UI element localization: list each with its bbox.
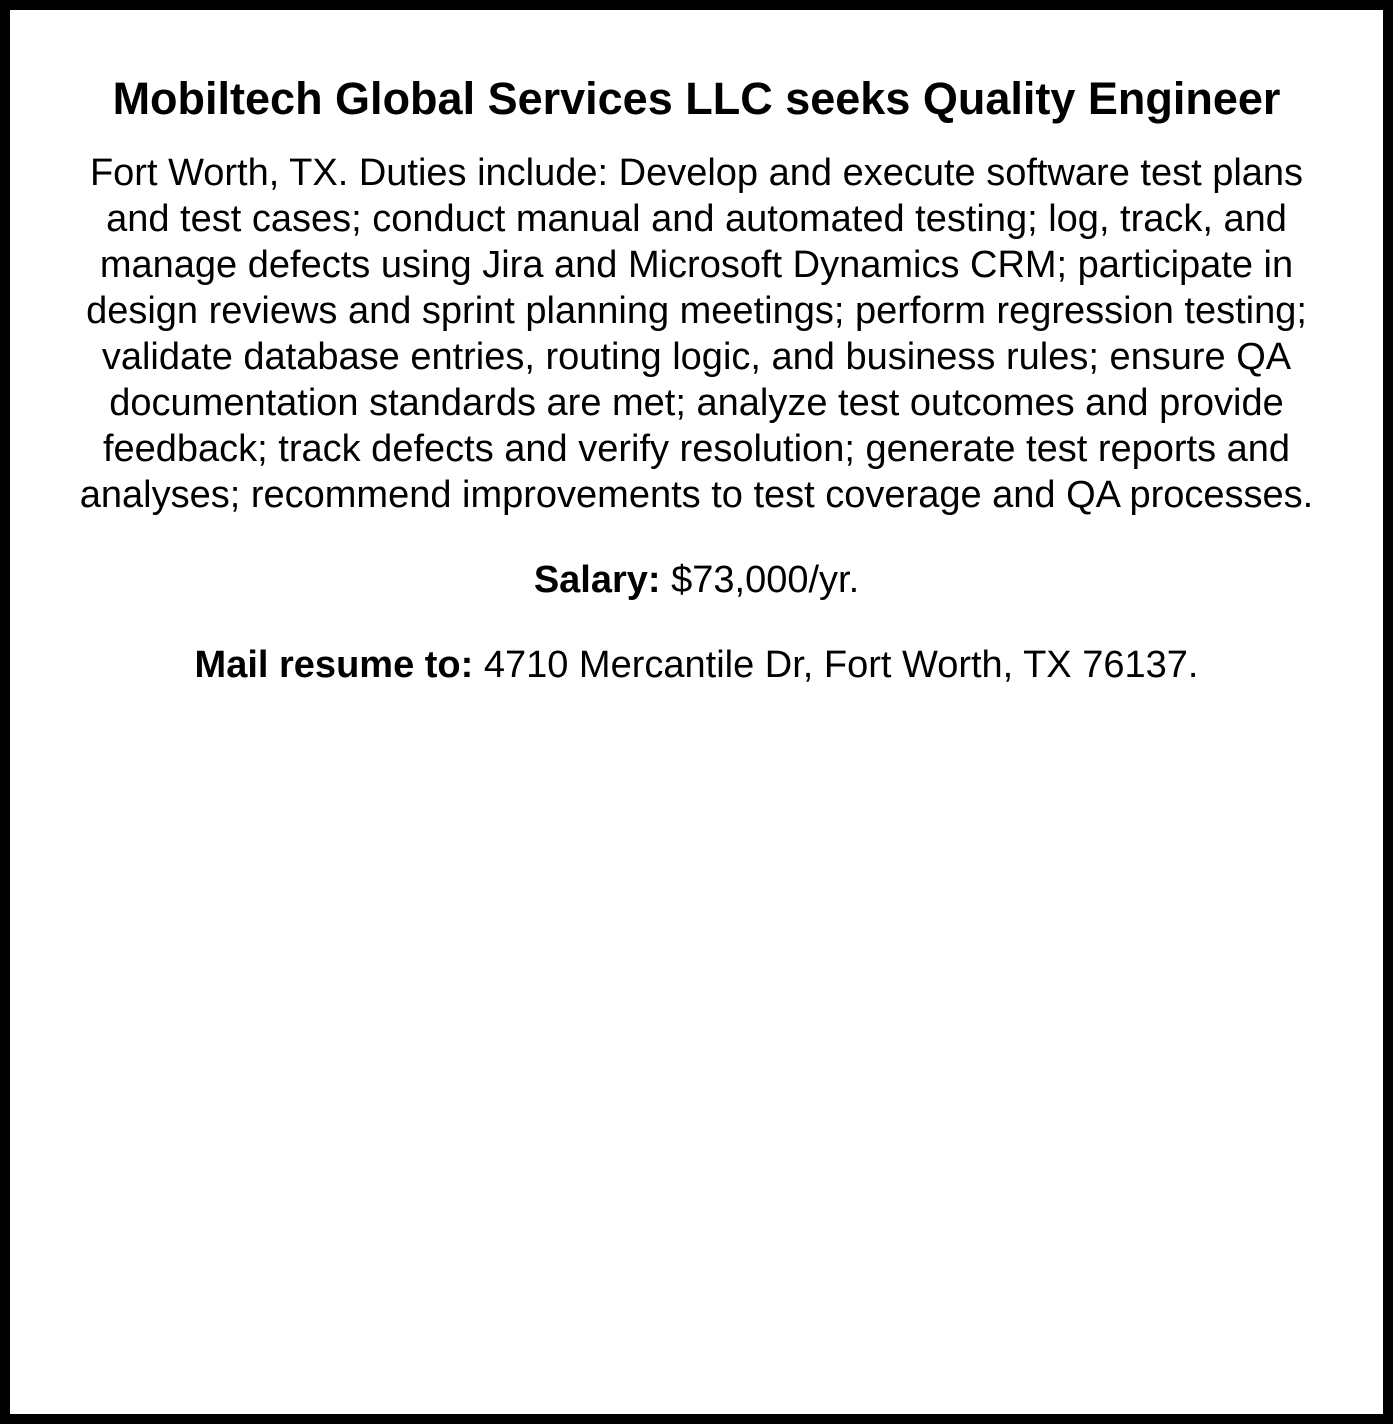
mail-line — [60, 642, 1333, 688]
notice-title: Mobiltech Global Services LLC seeks Quality Engineer — [112, 73, 1281, 124]
salary-line — [60, 557, 1333, 603]
salary-value: $73,000/yr. — [671, 559, 860, 601]
notice-content — [60, 73, 1333, 688]
salary-label: Salary: — [533, 559, 661, 601]
mail-label: Mail resume to: — [194, 644, 474, 686]
mail-address: 4710 Mercantile Dr, Fort Worth, TX 76137. — [483, 644, 1199, 686]
job-description: Fort Worth, TX. Duties include: Develop and execute software test plans and test cases; conduct manual and automated testing; log, track, and manage defects using Jira and Microsoft Dynamics CRM; participate in design reviews and sprint planning meetings; perform regression testing; validate database entries, routing logic, and business rules; ensure QA documentation standards are met; analyze test outcomes and provide feedback; track defects and verify resolution; generate test reports and analyses; recommend improvements to test coverage and QA processes. — [79, 152, 1314, 516]
